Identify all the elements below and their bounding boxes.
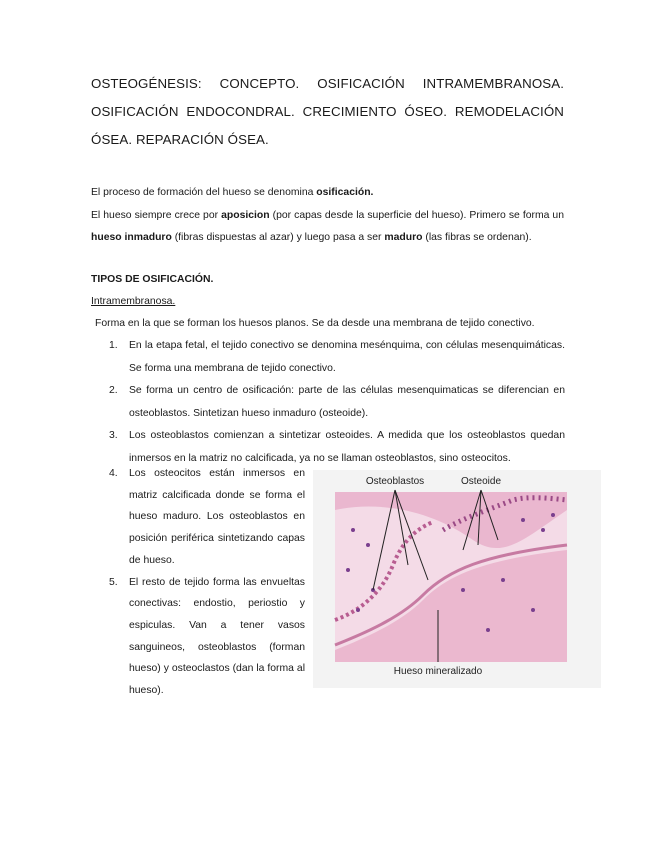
list-text: En la etapa fetal, el tejido conectivo se denomina mesénquima, con células mesenquimáticas. Se forma una membrana de tejido conectivo. — [129, 340, 565, 374]
list-item — [109, 572, 305, 702]
section-heading: TIPOS DE OSIFICACIÓN. — [91, 274, 214, 285]
histology-image — [313, 470, 601, 688]
list-number: 2. — [109, 385, 118, 396]
intro-bold: hueso inmaduro — [91, 232, 172, 243]
intro-line-2 — [91, 205, 564, 250]
intro-text: (fibras dispuestas al azar) y luego pasa a ser — [171, 232, 385, 243]
list-text: Los osteocitos están inmersos en matriz calcificada donde se forma el hueso maduro. Los osteoblastos en posición periférica sintetizando capas de hueso. — [129, 468, 305, 566]
list-text: Los osteoblastos comienzan a sintetizar osteoides. A medida que los osteoblastos quedan inmersos en la matriz no calcificada, ya no se llaman osteoblastos, sino osteocitos. — [129, 430, 565, 464]
intro-text: (por capas desde la superficie del hueso). Primero se forma un — [269, 209, 564, 221]
list-text: Se forma un centro de osificación: parte de las células mesenquimaticas se diferencian en osteoblastos. Sintetizan hueso inmaduro (osteoide). — [129, 385, 565, 419]
list-number: 3. — [109, 430, 118, 441]
numbered-list-continued — [109, 463, 305, 702]
list-number: 4. — [109, 468, 118, 479]
label-osteoide: Osteoide — [460, 476, 502, 487]
intro-bold: osificación. — [316, 187, 374, 198]
list-number: 5. — [109, 576, 118, 588]
intro-bold: aposicion — [221, 209, 270, 221]
intro-bold: maduro — [384, 232, 423, 243]
intro-paragraph — [91, 182, 564, 250]
list-text: El resto de tejido forma las envueltas conectivas: endostio, periostio y espiculas. Van a tener vasos sanguineos, osteoblastos (forman hueso) y osteoclastos (dan la forma al hueso). — [129, 576, 305, 697]
lead-paragraph: Forma en la que se forman los huesos planos. Se da desde una membrana de tejido conectivo. — [95, 318, 535, 329]
intro-text: (las fibras se ordenan). — [422, 232, 532, 243]
subheading: Intramembranosa. — [91, 296, 176, 307]
label-osteoblastos: Osteoblastos — [365, 476, 425, 487]
label-hueso-mineralizado: Hueso mineralizado — [393, 666, 483, 677]
numbered-list — [109, 335, 565, 470]
intro-text: El hueso siempre crece por — [91, 209, 222, 221]
list-item — [109, 335, 565, 380]
document-title: OSTEOGÉNESIS: CONCEPTO. OSIFICACIÓN INTRAMEMBRANOSA. OSIFICACIÓN ENDOCONDRAL. CRECIMIENTO ÓSEO. REMODELACIÓN ÓSEA. REPARACIÓN ÓSEA. — [91, 76, 564, 147]
intro-line-1 — [91, 182, 564, 205]
histology-figure — [313, 470, 601, 688]
list-item — [109, 380, 565, 425]
list-number: 1. — [109, 340, 118, 351]
list-item — [109, 463, 305, 572]
intro-text: El proceso de formación del hueso se denomina — [91, 187, 317, 198]
